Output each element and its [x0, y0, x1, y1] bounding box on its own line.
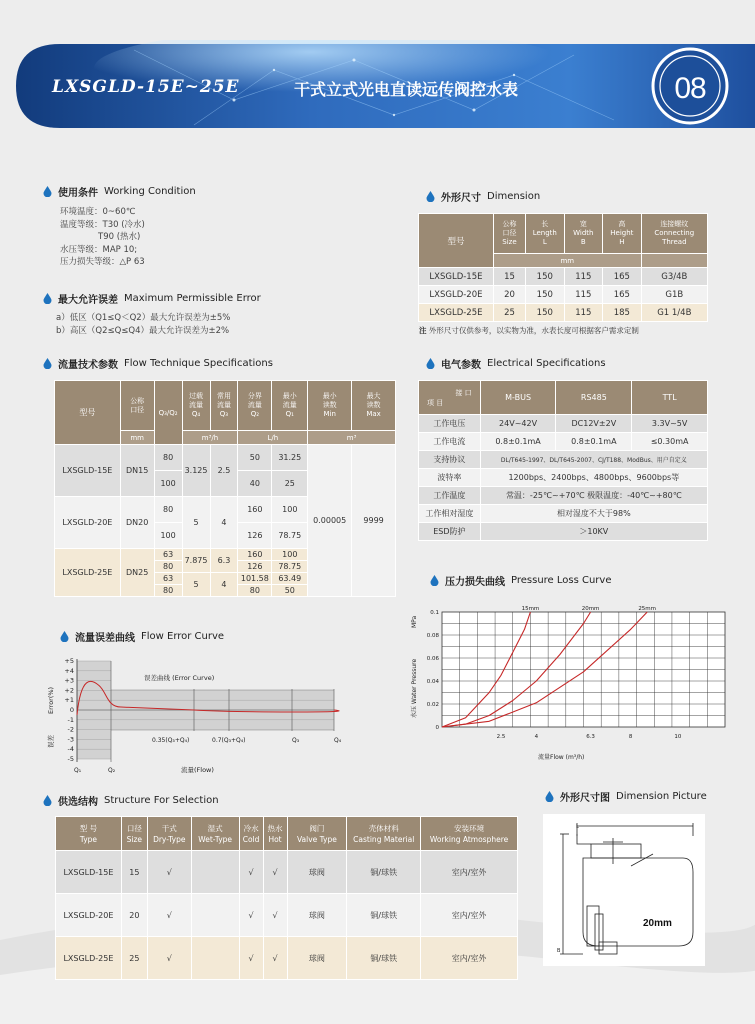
error-x-label: 流量(Flow)	[181, 766, 214, 774]
table-row: LXSGLD-20E DN20 80 5 4 160 100	[55, 497, 396, 523]
condition-line: T90 (热水)	[98, 232, 141, 242]
col-header: 冷水 Cold	[239, 817, 263, 851]
section-title-en: Dimension	[487, 191, 541, 202]
col-header: 分界 流量 Q₂	[238, 381, 272, 431]
table-row: 波特率 1200bps、2400bps、4800bps、9600bps等	[419, 469, 708, 487]
pressure-loss-chart	[404, 600, 734, 770]
pressure-x-label: 流量Flow (m³/h)	[538, 754, 585, 761]
meter-drawing	[543, 814, 705, 966]
table-row: LXSGLD-20E 20 √ √ √ 球阀 铜/球铁 室内/室外	[56, 894, 518, 937]
error-x-tick: 0.35(Q₃+Q₄)	[152, 737, 190, 744]
table-row: 100 126 78.75	[55, 523, 396, 549]
pressure-y-tick: 0.06	[426, 656, 439, 662]
dimension-table	[418, 213, 708, 322]
error-y-tick: +2	[64, 686, 74, 695]
section-title-cn: 外形尺寸	[441, 193, 481, 204]
drop-icon	[426, 358, 435, 369]
page-title: LXSGLD-15E~25E	[52, 77, 240, 97]
drop-icon	[43, 293, 52, 304]
selection-heading	[43, 793, 219, 808]
pressure-y-label: 水压 Water Pressure	[411, 658, 418, 718]
error-y-tick: -1	[67, 715, 74, 724]
col-header: 最小 读数 Min	[308, 381, 352, 431]
flow-error-chart	[44, 652, 344, 777]
drop-icon	[430, 575, 439, 586]
col-header: 连接螺纹 Connecting Thread	[641, 214, 707, 254]
section-title-en: Working Condition	[104, 186, 196, 197]
col-header: 公称 口径 Size	[493, 214, 525, 254]
error-y-tick: 0	[69, 706, 74, 714]
drop-icon	[43, 795, 52, 806]
error-x-tick: 0.7(Q₃+Q₄)	[212, 737, 246, 744]
section-title-cn: 压力损失曲线	[445, 577, 505, 588]
drawing-size-label: 20mm	[643, 918, 672, 929]
error-x-tick: Q₁	[74, 767, 82, 774]
flow-error-heading	[60, 629, 224, 644]
mpe-line: a）低区（Q1≤Q＜Q2）最大允许误差为±5%	[56, 313, 231, 323]
working-condition-heading	[43, 184, 196, 199]
table-row: 80 126 78.75	[55, 561, 396, 573]
table-row: LXSGLD-25E 25 √ √ √ 球阀 铜/球铁 室内/室外	[56, 937, 518, 980]
error-x-tick: Q₂	[108, 767, 116, 774]
working-condition-list	[60, 206, 145, 269]
pressure-y-tick: 0.08	[426, 633, 439, 639]
error-y-tick: -5	[67, 755, 74, 763]
min-reading: 0.00005	[308, 445, 352, 597]
error-x-tick: Q₄	[334, 737, 342, 744]
mpe-line: b）高区（Q2≤Q≤Q4）最大允许误差为±2%	[56, 325, 230, 336]
flow-tech-heading	[43, 356, 273, 371]
drop-icon	[545, 791, 554, 802]
flow-tech-table	[54, 380, 396, 597]
pressure-x-tick: 8	[628, 734, 633, 740]
table-row: LXSGLD-15E 15 √ √ √ 球阀 铜/球铁 室内/室外	[56, 851, 518, 894]
col-header: 壳体材料 Casting Material	[347, 817, 421, 851]
col-header: TTL	[632, 381, 708, 415]
pressure-y-tick: 0.02	[426, 702, 439, 708]
pressure-x-tick: 10	[674, 734, 682, 740]
section-title-cn: 最大允许误差	[58, 295, 118, 306]
col-header: 过载 流量 Q₄	[182, 381, 210, 431]
table-row: LXSGLD-15E 15 150 115 165 G3/4B	[419, 268, 708, 286]
unit-header: m³	[308, 431, 396, 445]
error-y-ticks	[64, 657, 74, 763]
table-row: 63 5 4 101.58 63.49	[55, 573, 396, 585]
error-y-label: Error(%)	[47, 686, 55, 714]
col-header: 型号	[419, 214, 494, 268]
col-header: RS485	[556, 381, 632, 415]
table-row: 工作电流 0.8±0.1mA 0.8±0.1mA ≤0.30mA	[419, 433, 708, 451]
unit-header: m³/h	[182, 431, 238, 445]
table-row: 工作电压 24V~42V DC12V±2V 3.3V~5V	[419, 415, 708, 433]
error-x-tick: Q₃	[292, 737, 300, 744]
section-title-cn: 电气参数	[441, 360, 481, 371]
dimension-note: 注 外形尺寸仅供参考，以实物为准，水表长度可根据客户需求定制	[419, 326, 639, 335]
error-legend: 误差曲线 (Error Curve)	[144, 674, 215, 682]
unit-header: L/h	[238, 431, 308, 445]
section-title-en: Maximum Permissible Error	[124, 293, 261, 304]
dimension-drawing-frame	[543, 814, 705, 966]
error-y-tick: +3	[64, 676, 74, 685]
pressure-y-tick: 0	[435, 725, 439, 731]
col-header: 最小 流量 Q₁	[272, 381, 308, 431]
dimension-heading	[426, 189, 540, 204]
section-title-en: Electrical Specifications	[487, 358, 606, 369]
col-header: 最大 读数 Max	[352, 381, 396, 431]
col-header: 型号	[55, 381, 121, 445]
col-header: 长 Length L	[526, 214, 565, 254]
condition-line: 水压等级：MAP 10;	[60, 244, 138, 255]
pressure-curve-label: 20mm	[581, 606, 600, 612]
pressure-curve-label: 15mm	[521, 606, 540, 612]
table-row: LXSGLD-25E 25 150 115 185 G1 1/4B	[419, 304, 708, 322]
pressure-y-tick: 0.1	[430, 610, 439, 616]
col-header: 型 号 Type	[56, 817, 122, 851]
section-title-cn: 流量技术参数	[58, 360, 118, 371]
section-title-en: Flow Error Curve	[141, 631, 225, 642]
table-row: 支持协议 DL/T645-1997、DL/T645-2007、CJ/T188、ModBus、用户自定义	[419, 451, 708, 469]
error-y-tick: +4	[64, 666, 74, 675]
pressure-y-ticks	[427, 610, 440, 731]
drop-icon	[43, 186, 52, 197]
condition-line: 温度等级：T30 (冷水)	[60, 219, 145, 230]
page-subtitle: 干式立式光电直读远传阀控水表	[294, 80, 519, 99]
section-title-en: Flow Technique Specifications	[124, 358, 273, 369]
selection-table	[55, 816, 518, 980]
condition-line: 压力损失等级：△P 63	[60, 257, 145, 267]
table-row: 工作相对湿度 相对湿度不大于98%	[419, 505, 708, 523]
section-title-en: Pressure Loss Curve	[511, 575, 612, 586]
pressure-x-tick: 2.5	[496, 734, 506, 740]
pressure-x-tick: 4	[534, 734, 539, 740]
section-title-cn: 流量误差曲线	[75, 633, 135, 644]
col-header: 干式 Dry-Type	[147, 817, 191, 851]
page-number: 08	[674, 72, 706, 105]
error-y-label-cn: 误差	[47, 735, 55, 748]
error-y-tick: -4	[67, 745, 74, 754]
pressure-x-ticks	[497, 734, 682, 740]
col-header: 热水 Hot	[263, 817, 287, 851]
svg-text:L: L	[576, 824, 579, 830]
table-row: 工作温度 常温：-25℃~+70℃ 极限温度：-40℃~+80℃	[419, 487, 708, 505]
table-row: ESD防护 ＞10KV	[419, 523, 708, 541]
table-row: LXSGLD-15E DN15 80 3.125 2.5 50 31.25 0.00005 9999	[55, 445, 396, 471]
electrical-table	[418, 380, 708, 541]
mpe-list	[56, 312, 230, 337]
pressure-y-tick: 0.04	[426, 679, 439, 685]
col-header: 安装环境 Working Atmosphere	[421, 817, 518, 851]
table-row: 80 80 50	[55, 585, 396, 597]
pressure-curve-label: 25mm	[638, 606, 657, 612]
col-header: 高 Height H	[603, 214, 642, 254]
col-header: Q₃/Q₂	[154, 381, 182, 445]
section-title-en: Structure For Selection	[104, 795, 219, 806]
condition-line: 环境温度：0~60℃	[60, 207, 136, 217]
error-y-tick: +1	[64, 696, 74, 705]
unit-header: mm	[120, 431, 154, 445]
table-row: LXSGLD-25E DN25 63 7.875 6.3 160 100	[55, 549, 396, 561]
col-header: M-BUS	[480, 381, 556, 415]
section-title-en: Dimension Picture	[616, 791, 707, 802]
pressure-y-unit: MPa	[411, 615, 418, 628]
max-reading: 9999	[352, 445, 396, 597]
unit-header: mm	[493, 254, 641, 268]
drop-icon	[60, 631, 69, 642]
table-row: 100 40 25	[55, 471, 396, 497]
section-title-cn: 使用条件	[58, 188, 98, 199]
corner-header: 接 口 项 目	[419, 381, 481, 415]
col-header: 湿式 Wet-Type	[191, 817, 239, 851]
section-title-cn: 外形尺寸图	[560, 793, 610, 804]
pressure-x-tick: 6.3	[586, 734, 595, 740]
error-y-tick: -3	[67, 735, 74, 744]
dimension-picture-heading	[545, 789, 707, 804]
col-header: 宽 Width B	[564, 214, 603, 254]
table-row: LXSGLD-20E 20 150 115 165 G1B	[419, 286, 708, 304]
pressure-loss-heading	[430, 573, 612, 588]
drop-icon	[43, 358, 52, 369]
col-header: 阀门 Valve Type	[287, 817, 347, 851]
error-y-tick: +5	[64, 657, 74, 665]
mpe-heading	[43, 291, 261, 306]
svg-text:B: B	[557, 948, 561, 954]
col-header: 常用 流量 Q₃	[210, 381, 238, 431]
drop-icon	[426, 191, 435, 202]
col-header: 公称 口径	[120, 381, 154, 431]
electrical-heading	[426, 356, 606, 371]
section-title-cn: 供选结构	[58, 797, 98, 808]
error-y-tick: -2	[67, 725, 74, 734]
col-header: 口径 Size	[121, 817, 147, 851]
